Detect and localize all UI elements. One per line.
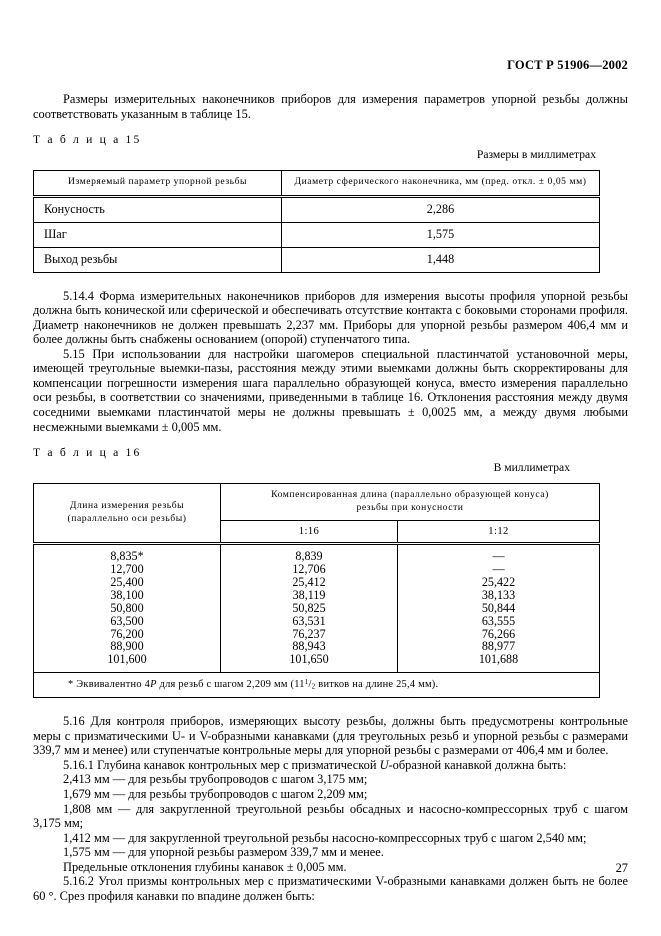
groove-depth-item: 1,679 мм — для резьбы трубопроводов с шагом 2,209 мм; [63,786,368,801]
table-cell: 8,835* [110,549,144,564]
table15-cell-diameter: 1,448 [282,247,600,272]
table-cell: — [492,549,505,564]
table-row [34,222,600,247]
table-cell: 50,800 [110,600,144,615]
table15-col-diameter: Диаметр сферического наконечника, мм (пред. откл. ± 0,05 мм) [282,171,600,197]
table15-units-note: Размеры в миллиметрах [476,148,596,162]
table-15 [33,170,600,273]
table-cell: 25,422 [481,574,516,589]
table-cell: 88,943 [292,639,326,654]
intro-paragraph: Размеры измерительных наконечников приборов для измерения параметров упорной резьбы должны соответствовать указанным в таблице 15. [33,92,628,121]
table-cell: 76,237 [292,626,326,641]
table-cell: 25,400 [110,574,144,589]
footnote-middle: для резьб с шагом 2,209 мм (11 [156,679,305,691]
table-cell: 101,688 [478,652,519,667]
page-number: 27 [615,861,628,875]
table16-col-compensated [221,484,600,521]
table15-col-parameter: Измеряемый параметр упорной резьбы [34,171,282,197]
table-row [34,196,600,222]
table-cell: 76,200 [110,626,144,641]
clause-5-14-4: 5.14.4 Форма измерительных наконечников приборов для измерения высоты профиля упорной резьбы должна быть конической или сферической и обеспечивать отсутствие контакта с боковыми сторонами профиля. Диаметр наконечников не должен превышать 2,237 мм. Приборы для упорной резьбы размером 406,4 мм и более должны быть снабжены основанием (опорой) ступенчатого типа. [33,288,628,347]
table-cell: 76,266 [481,626,516,641]
table-cell: 38,100 [110,587,144,602]
standard-number-header: ГОСТ Р 51906—2002 [507,58,628,72]
table-cell: 38,119 [292,587,326,602]
table16-data-block [34,544,600,673]
table-cell: 50,825 [292,600,326,615]
table-cell: 12,706 [292,561,326,576]
table-cell: 8,839 [295,549,323,564]
table-cell: — [492,561,505,576]
groove-depth-item: 1,412 мм — для закругленной треугольной резьбы насосно-компрессорных труб с шагом 2,540 мм; [63,830,587,845]
table16-column-length-values [34,544,221,673]
table15-cell-parameter: Шаг [34,222,282,247]
clause-5-16: 5.16 Для контроля приборов, измеряющих высоту резьбы, должны быть предусмотрены контрольные меры с призматическими U- и V-образными канавками (для треугольных резьб и упорной резьбы с размерами 339,7 мм и менее) или ступенчатые контрольные меры для упорной резьбы с размерами от 406,4 мм и более. [33,714,628,758]
table-cell: 63,500 [110,613,144,628]
table16-col-compensated-line1: Компенсированная длина (параллельно образующей конуса) [271,489,549,501]
footnote-suffix: витков на длине 25,4 мм). [315,679,439,691]
footnote-symbol-P: P [150,679,157,691]
table16-column-taper-1-12-values [398,544,600,673]
table-cell: 50,844 [481,600,516,615]
table16-col-length [34,484,221,544]
footnote-fraction-numerator: 1 [304,678,309,687]
table16-caption: Т а б л и ц а 16 [33,446,142,460]
table-16 [33,483,600,698]
table16-footnote [34,673,600,698]
table-cell: 101,600 [107,652,147,667]
table-cell: 25,412 [292,574,326,589]
table16-col-taper-1-12: 1:12 [398,521,600,544]
groove-depth-tolerance: Предельные отклонения глубины канавок ± 0,005 мм. [63,859,347,874]
clause-5-15: 5.15 При использовании для настройки шагомеров специальной пластинчатой установочной меры, имеющей треугольные выемки-пазы, расстояния между этими выемками должны быть скорректированы для компенсации погрешности измерения шага параллельно образующей конуса, вместо измерения параллельно оси резьбы, в соответствии со значениями, приведенными в таблице 16. Отклонения расстояния между двумя соседними выемками пластинчатой меры не должны превышать ± 0,0025 мм, а между двумя любыми несмежными выемками ± 0,005 мм. [33,346,628,434]
table-cell: 38,133 [481,587,516,602]
clause-5-16-2: 5.16.2 Угол призмы контрольных мер с призматическими V-образными канавками должен быть не более 60 °. Срез профиля канавки по впадине должен быть: [33,874,628,903]
table16-units-note: В миллиметрах [493,461,570,475]
clause-5-16-1-lead [33,758,628,773]
table16-col-length-line1: Длина измерения резьбы [69,500,185,512]
footnote-fraction-denominator: 2 [311,682,316,691]
table-cell: 63,555 [481,613,516,628]
table16-col-taper-1-16: 1:16 [221,521,398,544]
groove-depth-item: 1,808 мм — для закругленной треугольной резьбы обсадных и насосно-компрессорных труб с шагом 3,175 мм; [33,801,628,831]
table16-footnote-row [34,673,600,698]
clause-5-16-1-lead-before: 5.16.1 Глубина канавок контрольных мер с призматической [63,757,380,772]
table15-cell-parameter: Конусность [34,196,282,222]
table16-header-row-1 [34,484,600,521]
table-cell: 63,531 [292,613,326,628]
footnote-prefix: * Эквивалентно 4 [68,679,151,691]
table-cell: 88,977 [481,639,516,654]
table-cell: 12,700 [110,561,144,576]
table16-column-taper-1-16-values [221,544,398,673]
table16-col-length-line2: (параллельно оси резьбы) [67,512,187,524]
table-cell: 101,650 [289,652,329,667]
table-cell: 88,900 [110,639,144,654]
groove-depth-item: 1,575 мм — для упорной резьбы размером 339,7 мм и менее. [63,845,384,860]
table16-col-compensated-line2: резьбы при конусности [356,501,464,513]
table15-cell-diameter: 1,575 [282,222,600,247]
table15-cell-parameter: Выход резьбы [34,247,282,272]
page-content [33,92,628,903]
table-row [34,247,600,272]
clause-5-16-1-lead-after: -образной канавкой должна быть: [388,757,567,772]
table15-header-row [34,171,600,197]
footnote-fraction-separator: / [308,679,312,691]
clause-5-16-1-symbol-U: U [379,757,389,772]
table15-caption: Т а б л и ц а 15 [33,133,142,147]
table15-cell-diameter: 2,286 [282,196,600,222]
groove-depth-item: 2,413 мм — для резьбы трубопроводов с шагом 3,175 мм; [63,772,368,787]
